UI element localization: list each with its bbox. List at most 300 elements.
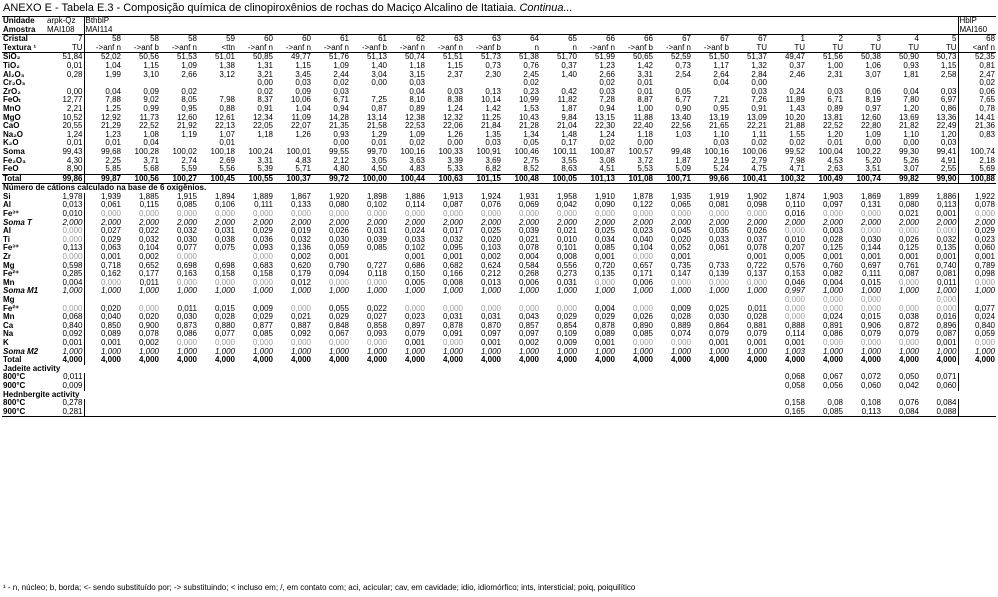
cell: 0,031 bbox=[442, 313, 463, 322]
cell: 2,30 bbox=[485, 70, 501, 79]
cation-row bbox=[2, 313, 996, 322]
cell bbox=[236, 382, 274, 391]
cell: 2,66 bbox=[181, 70, 197, 79]
cell bbox=[236, 139, 274, 148]
cell: 49,47 bbox=[784, 52, 805, 62]
cell: 0,000 bbox=[176, 210, 197, 219]
cation-row bbox=[2, 193, 996, 202]
cell: 22,07 bbox=[290, 122, 311, 131]
cell: 0,001 bbox=[442, 253, 463, 262]
cell: 2,63 bbox=[827, 165, 843, 174]
cell: 100,04 bbox=[818, 147, 843, 156]
cell: 0,02 bbox=[958, 79, 996, 88]
cell: 0,001 bbox=[784, 338, 805, 347]
cell bbox=[122, 382, 160, 391]
cell bbox=[806, 79, 844, 88]
cell bbox=[426, 79, 464, 88]
row-label: Fe³⁺ bbox=[3, 244, 20, 253]
cell: 0,000 bbox=[708, 278, 729, 287]
cell: 101,13 bbox=[578, 174, 616, 184]
cell: 6,71 bbox=[827, 96, 843, 105]
row-label: Cristal bbox=[3, 34, 28, 44]
cell bbox=[692, 373, 730, 382]
cell: 4,000 bbox=[936, 356, 957, 365]
cell: 0,03 bbox=[713, 139, 729, 148]
cell: 0,88 bbox=[219, 104, 235, 113]
cell: 5,26 bbox=[903, 156, 919, 165]
cell: 0,025 bbox=[480, 227, 501, 236]
cell: 1,894 bbox=[214, 192, 235, 201]
cell: 0,065 bbox=[670, 201, 691, 210]
cell: 0,004 bbox=[822, 278, 843, 287]
cell bbox=[236, 408, 274, 417]
cell: 3 bbox=[876, 34, 881, 44]
cell: 0,010 bbox=[62, 210, 83, 219]
cell: 0,02 bbox=[333, 79, 349, 88]
cell bbox=[198, 88, 236, 97]
cell bbox=[350, 399, 388, 408]
cell: 0,001 bbox=[670, 253, 691, 262]
cell: 0,02 bbox=[409, 139, 425, 148]
cell: 2,000 bbox=[746, 218, 767, 227]
cell: 0,015 bbox=[860, 313, 881, 322]
cell bbox=[958, 408, 996, 417]
cell: 0,850 bbox=[84, 322, 122, 331]
cell: 1,000 bbox=[594, 347, 615, 356]
cell: 0,000 bbox=[958, 279, 996, 288]
cell: 100,49 bbox=[806, 174, 844, 184]
cell: 0,000 bbox=[670, 338, 691, 347]
cell: 0,89 bbox=[409, 104, 425, 113]
cell: 0,000 bbox=[936, 304, 957, 313]
cell: 0,000 bbox=[480, 304, 501, 313]
cell: 0,024 bbox=[404, 227, 425, 236]
cell: 0,084 bbox=[882, 408, 920, 417]
cell: 2,19 bbox=[713, 156, 729, 165]
cell: 1,000 bbox=[480, 287, 501, 296]
cell: 0,061 bbox=[708, 244, 729, 253]
cell: 0,030 bbox=[708, 313, 729, 322]
cell: 0,03 bbox=[827, 87, 843, 96]
cell: 8,05 bbox=[181, 96, 197, 105]
cell: 100,74 bbox=[844, 174, 882, 184]
cell: 0,000 bbox=[366, 210, 387, 219]
cell: 0,024 bbox=[822, 313, 843, 322]
cell: 0,076 bbox=[898, 399, 919, 408]
cell bbox=[388, 399, 426, 408]
cell: 3,63 bbox=[409, 156, 425, 165]
cell: 0,93 bbox=[333, 130, 349, 139]
cell: TÜ bbox=[920, 44, 958, 53]
cell: 7,26 bbox=[751, 96, 767, 105]
cell: 0,098 bbox=[746, 201, 767, 210]
cell: MAI114 bbox=[84, 26, 122, 35]
cell bbox=[540, 79, 578, 88]
cation-row bbox=[2, 339, 996, 348]
cell: 1,000 bbox=[556, 347, 577, 356]
cell bbox=[84, 399, 122, 408]
cell: 1,000 bbox=[958, 287, 996, 296]
cell: 0,000 bbox=[62, 304, 83, 313]
cell bbox=[692, 399, 730, 408]
cell: 2,000 bbox=[138, 218, 159, 227]
cell: 0,001 bbox=[746, 253, 767, 262]
cell: 0,05 bbox=[523, 139, 539, 148]
cell: 1,04 bbox=[295, 104, 311, 113]
cell bbox=[654, 382, 692, 391]
cell bbox=[654, 373, 692, 382]
cell: 2,000 bbox=[594, 218, 615, 227]
oxide-row bbox=[2, 165, 996, 174]
cell: 0,015 bbox=[860, 278, 881, 287]
cell: 1,000 bbox=[328, 287, 349, 296]
cell: 0,074 bbox=[670, 330, 691, 339]
cell: 0,722 bbox=[746, 261, 767, 270]
cell: 0,038 bbox=[898, 313, 919, 322]
cell: 22,13 bbox=[214, 122, 235, 131]
cell: 1,24 bbox=[599, 130, 615, 139]
cell: 1,000 bbox=[138, 287, 159, 296]
cell: 8,87 bbox=[637, 96, 653, 105]
cell bbox=[578, 373, 616, 382]
cell: 0,016 bbox=[784, 210, 805, 219]
cell: 4,000 bbox=[746, 356, 767, 365]
cell: 1,26 bbox=[295, 130, 311, 139]
cell: 100,00 bbox=[350, 174, 388, 184]
cell: 1,10 bbox=[713, 130, 729, 139]
cell bbox=[426, 26, 464, 35]
section-heading bbox=[2, 391, 996, 400]
cell: 0,37 bbox=[561, 61, 577, 70]
cation-row bbox=[2, 287, 996, 296]
cell: 0,078 bbox=[518, 244, 539, 253]
cell: 0,166 bbox=[442, 270, 463, 279]
cell: 2,000 bbox=[84, 219, 122, 228]
cell: 100,63 bbox=[426, 174, 464, 184]
cell: 0,032 bbox=[176, 227, 197, 236]
cell: 4,30 bbox=[66, 156, 83, 165]
cell bbox=[654, 399, 692, 408]
cell: 0,01 bbox=[66, 139, 83, 148]
row-label: Soma M1 bbox=[3, 287, 39, 296]
cell: 4,000 bbox=[594, 356, 615, 365]
cell: 0,153 bbox=[784, 270, 805, 279]
cell: 3,21 bbox=[257, 70, 273, 79]
cell: 0,029 bbox=[958, 227, 996, 236]
cell bbox=[654, 296, 692, 305]
row-label: Total bbox=[3, 356, 22, 365]
cell: 0,114 bbox=[405, 201, 425, 210]
cell: 0,000 bbox=[252, 278, 273, 287]
cell: 100,16 bbox=[704, 147, 729, 156]
cell: 1,53 bbox=[523, 104, 539, 113]
cell: 51,70 bbox=[556, 52, 577, 62]
cell: 0,030 bbox=[860, 235, 881, 244]
cell: 99,70 bbox=[366, 147, 387, 156]
cell: 1,000 bbox=[176, 287, 197, 296]
cell: 2,000 bbox=[214, 218, 235, 227]
cell: 66 bbox=[644, 34, 653, 44]
cell: 0,081 bbox=[708, 201, 729, 210]
cell: 99,30 bbox=[898, 147, 919, 156]
row-label: SiO₂ bbox=[3, 52, 21, 62]
cell: 0,278 bbox=[62, 399, 83, 408]
cell: 1,899 bbox=[898, 192, 919, 201]
cell: 0,01 bbox=[637, 79, 653, 88]
cation-row bbox=[2, 227, 996, 236]
cell: 0,584 bbox=[518, 261, 539, 270]
cell bbox=[692, 88, 730, 97]
cation-row bbox=[2, 305, 996, 314]
cell: 0,079 bbox=[404, 330, 425, 339]
cell: 1,000 bbox=[290, 287, 311, 296]
cell bbox=[616, 296, 654, 305]
cell: 0,000 bbox=[898, 227, 919, 236]
row-label: Mg bbox=[3, 261, 15, 270]
cell: 0,087 bbox=[442, 201, 463, 210]
cell: 0,000 bbox=[898, 278, 919, 287]
cell: 1,000 bbox=[708, 347, 729, 356]
cell: 51,37 bbox=[746, 52, 767, 62]
cristal-row bbox=[2, 35, 996, 44]
cell: 49,77 bbox=[290, 52, 311, 62]
cell: 0,91 bbox=[751, 104, 767, 113]
cell: 0,620 bbox=[290, 261, 311, 270]
cell: 7,65 bbox=[958, 96, 996, 105]
cell: 0,072 bbox=[860, 373, 881, 382]
cell: 0,000 bbox=[328, 278, 349, 287]
cell: 2,000 bbox=[404, 218, 425, 227]
cell: 0,059 bbox=[958, 330, 996, 339]
cell: 0,177 bbox=[138, 270, 159, 279]
cell: 0,016 bbox=[936, 313, 957, 322]
cell: 0,001 bbox=[594, 338, 615, 347]
cell: 1,32 bbox=[751, 61, 767, 70]
cell: 0,030 bbox=[176, 235, 197, 244]
cell: 0,139 bbox=[708, 270, 729, 279]
cell: 0,092 bbox=[290, 330, 311, 339]
cell: 0,022 bbox=[366, 304, 387, 313]
cell: 0,058 bbox=[784, 381, 805, 390]
cell: 0,021 bbox=[556, 227, 577, 236]
cell: 0,000 bbox=[518, 210, 539, 219]
cell: 99,72 bbox=[312, 174, 350, 184]
cell: 0,86 bbox=[940, 104, 957, 113]
cell: 0,165 bbox=[768, 408, 806, 417]
cell: TÜ bbox=[882, 44, 920, 53]
cell: 1,000 bbox=[214, 347, 235, 356]
cell bbox=[160, 382, 198, 391]
cell: 5,33 bbox=[447, 165, 463, 174]
cell: 4,000 bbox=[84, 356, 122, 365]
cell bbox=[236, 296, 274, 305]
cell: 0,085 bbox=[252, 330, 273, 339]
cell: 2,000 bbox=[518, 218, 539, 227]
cell: 1,919 bbox=[708, 192, 729, 201]
cell: 2,000 bbox=[958, 219, 996, 228]
cell: 99,52 bbox=[784, 147, 805, 156]
cell: 0,077 bbox=[214, 330, 235, 339]
cell: 1,000 bbox=[366, 347, 387, 356]
cell: 0,029 bbox=[556, 313, 577, 322]
cell: MAI108 bbox=[46, 26, 84, 35]
cell: 2,69 bbox=[219, 156, 235, 165]
cell: ->anf n bbox=[160, 44, 198, 53]
cell: 63 bbox=[492, 34, 501, 44]
cell: 1,920 bbox=[328, 192, 349, 201]
cell: 21,92 bbox=[176, 122, 197, 131]
cell bbox=[540, 17, 578, 26]
cell: 0,020 bbox=[670, 235, 691, 244]
cell: 4,75 bbox=[751, 165, 767, 174]
cell: 5,59 bbox=[181, 165, 197, 174]
cell: 13,36 bbox=[936, 113, 957, 122]
cell: 0,038 bbox=[214, 235, 235, 244]
cell: 2,000 bbox=[860, 218, 881, 227]
cation-row bbox=[2, 330, 996, 339]
cell: 0,000 bbox=[898, 304, 919, 313]
cell: 4,000 bbox=[632, 356, 653, 365]
cell: 0,00 bbox=[66, 87, 83, 96]
oxide-row bbox=[2, 139, 996, 148]
cell bbox=[388, 382, 426, 391]
cell: 1,08 bbox=[143, 130, 159, 139]
cell: 0,740 bbox=[936, 261, 957, 270]
cell: 0,03 bbox=[333, 87, 349, 96]
cell: 4,000 bbox=[860, 356, 881, 365]
cell bbox=[920, 17, 958, 26]
cell: 1,958 bbox=[556, 192, 577, 201]
cell: 0,000 bbox=[404, 210, 425, 219]
cell: 1,000 bbox=[84, 287, 122, 296]
cell: 7,21 bbox=[713, 96, 729, 105]
cell: 0,08 bbox=[827, 399, 843, 408]
cell bbox=[198, 382, 236, 391]
cell bbox=[350, 88, 388, 97]
cell bbox=[844, 79, 882, 88]
cell bbox=[350, 17, 388, 26]
row-label: Soma T bbox=[3, 218, 32, 227]
cell bbox=[654, 408, 692, 417]
cell: 0,106 bbox=[214, 201, 235, 210]
row-label: Total bbox=[2, 174, 46, 184]
cell: 100,27 bbox=[160, 174, 198, 184]
cell: 1,913 bbox=[442, 192, 463, 201]
cell: 1,910 bbox=[594, 192, 615, 201]
cell: 0,101 bbox=[556, 244, 577, 253]
cell: 1,20 bbox=[940, 130, 957, 139]
cell: 0,032 bbox=[138, 235, 159, 244]
cell: 0,95 bbox=[181, 104, 197, 113]
cell: 2,31 bbox=[827, 70, 843, 79]
cell: 0,114 bbox=[785, 330, 805, 339]
row-label: Textura ¹ bbox=[2, 44, 46, 53]
cell bbox=[616, 373, 654, 382]
cell: 0,079 bbox=[746, 330, 767, 339]
cell: <anf n bbox=[958, 44, 996, 53]
cell bbox=[122, 408, 160, 417]
cell: 0,840 bbox=[62, 321, 83, 330]
cell: 1,000 bbox=[62, 347, 83, 356]
cell: 0,125 bbox=[822, 244, 843, 253]
cell: 0,76 bbox=[523, 61, 539, 70]
cell: 3,69 bbox=[485, 156, 501, 165]
cell: 1,000 bbox=[958, 348, 996, 357]
cell: 1,11 bbox=[752, 130, 767, 139]
cell: 0,002 bbox=[138, 338, 159, 347]
cell: 0,094 bbox=[328, 270, 349, 279]
cell: 1,000 bbox=[860, 287, 881, 296]
cell: 0,067 bbox=[328, 330, 349, 339]
cation-row bbox=[2, 262, 996, 271]
cell: 50,38 bbox=[860, 52, 881, 62]
cell: 0,000 bbox=[822, 304, 843, 313]
cell: 99,41 bbox=[936, 147, 957, 156]
cell: 0,000 bbox=[556, 304, 577, 313]
cell: 1,874 bbox=[784, 192, 805, 201]
cell: 0,089 bbox=[594, 330, 615, 339]
cell: 10,06 bbox=[290, 96, 311, 105]
cell: 0,000 bbox=[138, 304, 159, 313]
cell: 0,001 bbox=[404, 253, 425, 262]
cell: 0,084 bbox=[936, 399, 957, 408]
cell: 3,39 bbox=[447, 156, 463, 165]
cell: 101,15 bbox=[464, 174, 502, 184]
cell: 0,001 bbox=[328, 253, 349, 262]
cell: BthblP bbox=[84, 17, 122, 26]
cell: 0,028 bbox=[214, 313, 235, 322]
cell: 2,000 bbox=[176, 218, 197, 227]
cell: 1,23 bbox=[599, 61, 615, 70]
cell: 0,009 bbox=[670, 304, 691, 313]
cell: 1,09 bbox=[409, 130, 425, 139]
cell: 0,010 bbox=[784, 235, 805, 244]
cell: 51,01 bbox=[214, 52, 235, 62]
cell: 0,060 bbox=[860, 381, 881, 390]
cell: 0,01 bbox=[84, 139, 122, 148]
cell: 0,576 bbox=[784, 261, 805, 270]
cell: 22,52 bbox=[822, 122, 843, 131]
cell: 0,023 bbox=[404, 313, 425, 322]
cell: 1,000 bbox=[442, 347, 463, 356]
cell: 3,10 bbox=[143, 70, 159, 79]
cell: 0,113 bbox=[844, 408, 882, 417]
cell: 0,080 bbox=[328, 201, 349, 210]
cell: 67 bbox=[720, 34, 729, 44]
cell: 22,21 bbox=[746, 122, 767, 131]
cell: 1,878 bbox=[632, 192, 653, 201]
cell: 0,00 bbox=[865, 139, 881, 148]
cell: 0,032 bbox=[936, 235, 957, 244]
cell: ->anf n bbox=[426, 44, 464, 53]
cell bbox=[616, 399, 654, 408]
cell: 0,000 bbox=[822, 210, 843, 219]
cell: 100,45 bbox=[198, 174, 236, 184]
cell: 12,38 bbox=[404, 113, 425, 122]
cell bbox=[730, 399, 768, 408]
cell: 0,761 bbox=[898, 261, 919, 270]
cell bbox=[274, 139, 312, 148]
cell bbox=[160, 79, 198, 88]
cell: 4,000 bbox=[556, 356, 577, 365]
oxide-row bbox=[2, 79, 996, 88]
cell bbox=[350, 382, 388, 391]
cell bbox=[958, 382, 996, 391]
cell: 0,888 bbox=[784, 321, 805, 330]
cell bbox=[160, 373, 198, 382]
cell: 21,82 bbox=[898, 122, 919, 131]
cell: 4,71 bbox=[789, 165, 805, 174]
